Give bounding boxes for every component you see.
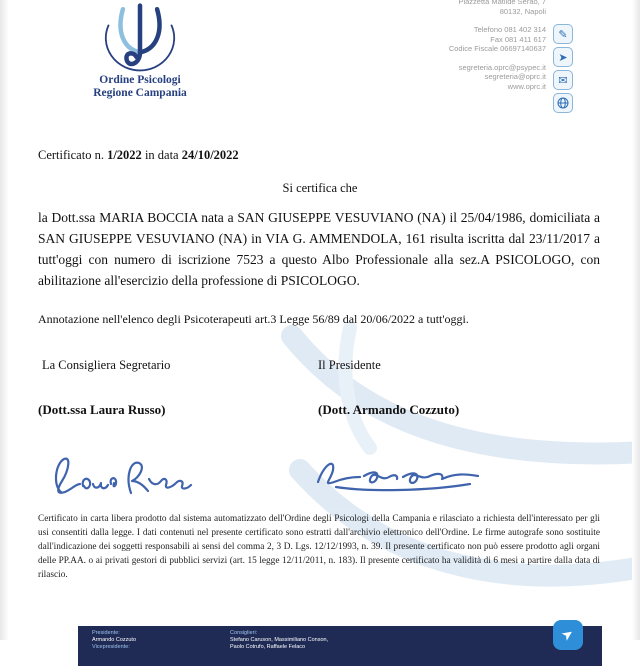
certificate-number-prefix: Certificato n. (38, 148, 108, 162)
footer-councilors-block (230, 630, 328, 651)
certificate-date: 24/10/2022 (181, 148, 239, 162)
contact-address2: 80132, Napoli (499, 6, 546, 16)
president-label: Presidente: (92, 630, 120, 636)
annotation-line: Annotazione nell'elenco degli Psicoterapeuti art.3 Legge 56/89 dal 20/06/2022 a tutt'oggi. (38, 312, 469, 326)
footer-president-block (92, 630, 136, 651)
certificate-number: 1/2022 (107, 148, 142, 162)
signature-armando-cozzuto (308, 446, 488, 501)
role-president: Il Presidente (318, 358, 381, 372)
contact-block (449, 0, 546, 91)
footer-president-name: Armando Cozzuto (92, 637, 137, 643)
councilors-line1: Stefano Caruson, Massimiliano Conson, (230, 637, 329, 643)
contact-icons (553, 24, 573, 113)
org-logo-block (84, 0, 196, 100)
psi-logo (99, 2, 181, 74)
certify-line: Si certifica che (282, 181, 358, 195)
pencil-icon: ✎ (553, 24, 573, 44)
contact-email: segreteria@oprc.it (484, 72, 546, 81)
mail-icon: ✉ (553, 70, 573, 90)
councilors-label: Consiglieri: (230, 630, 258, 636)
president-name: (Dott. Armando Cozzuto) (318, 402, 460, 417)
send-icon: ➤ (553, 47, 573, 67)
contact-fax: Fax 081 411 617 (490, 34, 546, 44)
certificate-body: la Dott.ssa MARIA BOCCIA nata a SAN GIUSEPPE VESUVIANO (NA) il 25/04/1986, domiciliata a SAN GIUSEPPE VESUVIANO (NA) in VIA G. AMMENDOLA, 161 risulta iscritta dal 23/11/2017 a tutt'oggi con numero di iscrizione 7523 a questo Albo Professionale alla sez.A PSICOLOGO, con abilitazione all'esercizio della professione di PSICOLOGO. (38, 210, 600, 288)
contact-website: www.oprc.it (507, 81, 546, 91)
globe-icon (553, 93, 573, 113)
certificate-date-infix: in data (141, 148, 182, 162)
secretary-name: (Dott.ssa Laura Russo) (38, 402, 166, 417)
legal-disclaimer: Certificato in carta libera prodotto dal sistema automatizzato dell'Ordine degli Psicologi della Campania e rilasciato a richiesta dell'interessato per gli usi consentiti dalla legge. I dati contenuti nel presente certificato sono estratti dall'archivio elettronico dell'Ordine. Le firme autografe sono sostituite dall'indicazione dei soggetti responsabili ai sensi del comma 2, 3 D. Lgs. 12/12/1993, n. 39. Il presente certificato non può essere prodotto agli organi delle PP.AA. o ai privati gestori di pubblici servizi (art. 15 legge 12/11/2011, n. 183). Il presente certificato ha validità di 6 mesi a partire dalla data di rilascio. (38, 514, 600, 580)
contact-phone: Telefono 081 402 314 (473, 25, 546, 34)
contact-fiscal-code: Codice Fiscale 06697140637 (448, 44, 546, 53)
contact-email-pec: segreteria.oprc@psypec.it (458, 62, 546, 72)
councilors-line2: Paolo Cotrufo, Raffaele Felaco (230, 644, 306, 650)
footer-bar (78, 626, 602, 666)
org-name-line2: Regione Campania (93, 87, 187, 99)
vicepresident-label: Vicepresidente: (92, 644, 130, 650)
send-button[interactable]: ➤ (553, 620, 583, 650)
certificate-number-line (38, 148, 239, 163)
contact-address1: Piazzetta Matilde Serao, 7 (458, 0, 546, 6)
signature-laura-russo (45, 448, 205, 503)
org-name-line1: Ordine Psicologi (99, 74, 181, 86)
role-secretary: La Consigliera Segretario (42, 358, 171, 372)
